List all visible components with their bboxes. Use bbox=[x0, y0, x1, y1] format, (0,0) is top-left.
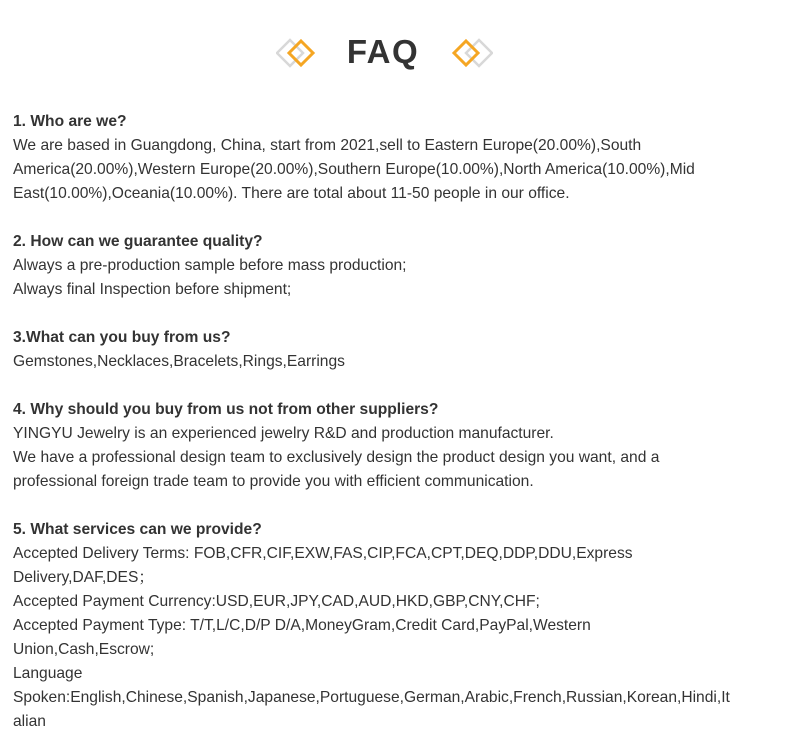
faq-item bbox=[13, 230, 778, 302]
spacer bbox=[13, 494, 778, 518]
diamond-ornament-icon bbox=[451, 38, 493, 68]
faq-answer-line: America(20.00%),Western Europe(20.00%),Southern Europe(10.00%),North America(10.00%),Mid bbox=[13, 161, 695, 178]
faq-answer-line: Accepted Payment Currency:USD,EUR,JPY,CAD,AUD,HKD,GBP,CNY,CHF; bbox=[13, 593, 540, 610]
spacer bbox=[13, 206, 778, 230]
faq-header bbox=[0, 28, 786, 76]
faq-answer-line: Accepted Payment Type: T/T,L/C,D/P D/A,MoneyGram,Credit Card,PayPal,Western bbox=[13, 617, 591, 634]
faq-question: 4. Why should you buy from us not from other suppliers? bbox=[13, 401, 439, 418]
faq-question: 5. What services can we provide? bbox=[13, 521, 262, 538]
faq-answer-line: alian bbox=[13, 713, 46, 730]
spacer bbox=[13, 374, 778, 398]
page-title: FAQ bbox=[346, 33, 420, 70]
faq-answer-line: Union,Cash,Escrow; bbox=[13, 641, 155, 658]
faq-answer-line: Always a pre-production sample before mass production; bbox=[13, 257, 407, 274]
faq-answer-line: We have a professional design team to exclusively design the product design you want, and a bbox=[13, 449, 660, 466]
faq-item bbox=[13, 110, 778, 206]
faq-answer-line: professional foreign trade team to provide you with efficient communication. bbox=[13, 473, 534, 490]
faq-answer-line: Accepted Delivery Terms: FOB,CFR,CIF,EXW,FAS,CIP,FCA,CPT,DEQ,DDP,DDU,Express bbox=[13, 545, 633, 562]
faq-answer-line: Gemstones,Necklaces,Bracelets,Rings,Earrings bbox=[13, 353, 345, 370]
faq-item bbox=[13, 518, 778, 734]
faq-answer-line: We are based in Guangdong, China, start from 2021,sell to Eastern Europe(20.00%),South bbox=[13, 137, 642, 154]
faq-list bbox=[13, 110, 778, 734]
spacer bbox=[13, 302, 778, 326]
faq-answer-line: Always final Inspection before shipment; bbox=[13, 281, 292, 298]
faq-question: 2. How can we guarantee quality? bbox=[13, 233, 263, 250]
faq-item bbox=[13, 398, 778, 494]
faq-answer-line: East(10.00%),Oceania(10.00%). There are total about 11-50 people in our office. bbox=[13, 185, 570, 202]
faq-answer-line: Language bbox=[13, 665, 83, 682]
faq-item bbox=[13, 326, 778, 374]
faq-question: 3.What can you buy from us? bbox=[13, 329, 231, 346]
faq-answer-line: Spoken:English,Chinese,Spanish,Japanese,Portuguese,German,Arabic,French,Russian,Korean,Hindi,It bbox=[13, 689, 730, 706]
faq-question: 1. Who are we? bbox=[13, 113, 127, 130]
faq-answer-line: YINGYU Jewelry is an experienced jewelry R&D and production manufacturer. bbox=[13, 425, 554, 442]
faq-answer-line: Delivery,DAF,DES； bbox=[13, 569, 154, 586]
